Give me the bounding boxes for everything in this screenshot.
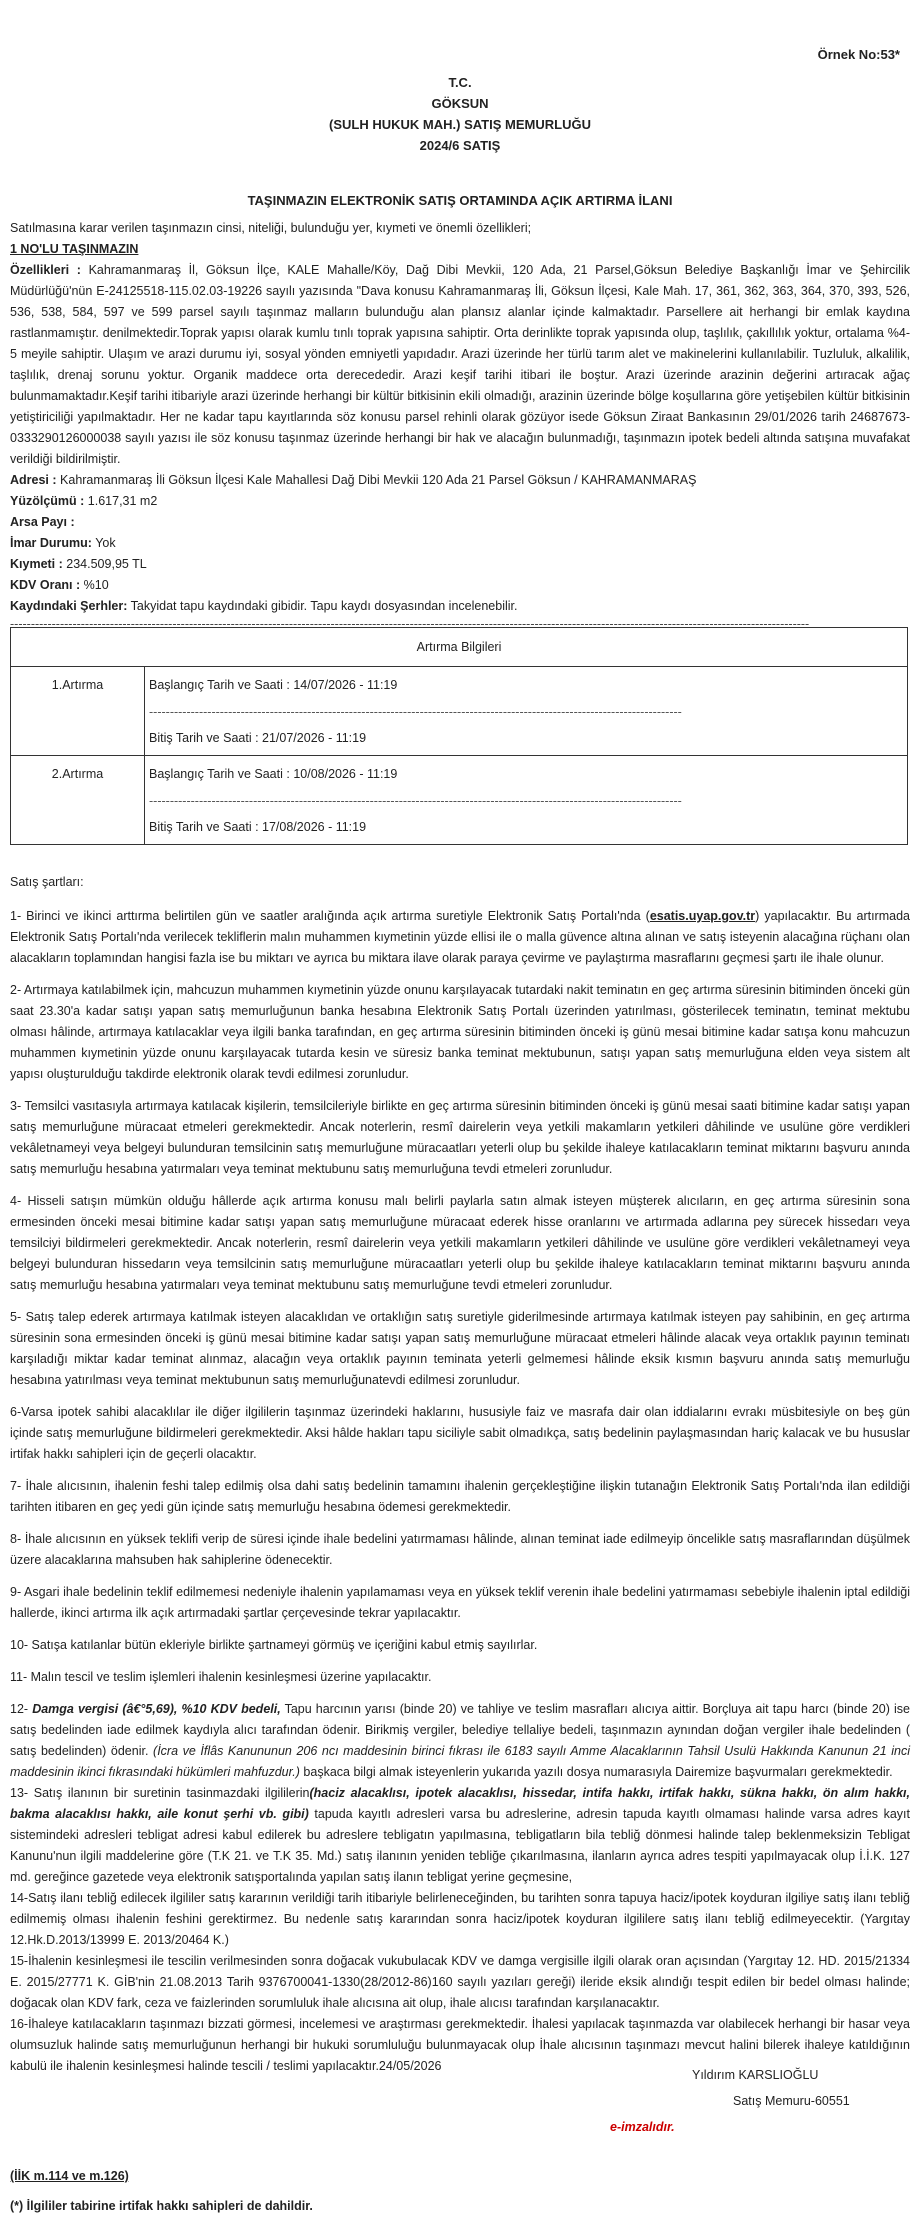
condition-15: 15-İhalenin kesinleşmesi ile tescilin verilmesinden sonra doğacak vukubulacak KDV ve damga vergisille ilgili olarak oran açısından (Yargıtay 12. HD. 2015/21334 E. 2015/27771 K. GİB'nin 21.08.2013 Tarih 9376700041-1330(28/2012-86)160 sayılı yazıları gereği) ileride eksik alındığı tespit edilen bir bedel olması halinde; doğacak olan KDV fark, ceza ve faizlerinden sorumluluk ihale alıcısına ait olup, ihale alıcısı tarafından karşılanacaktır. — [10, 1954, 910, 2010]
divider-dashes: ------------------------------------------------------------------------------------------------------------------------------------------------------------------------------------------------ — [10, 617, 810, 631]
restrictions-label: Kaydındaki Şerhler: — [10, 599, 128, 613]
condition-10: 10- Satışa katılanlar bütün ekleriyle birlikte şartnameyi görmüş ve içeriğini kabul etmiş sayılırlar. — [10, 1638, 538, 1652]
announcement-title: TAŞINMAZIN ELEKTRONİK SATIŞ ORTAMINDA AÇIK ARTIRMA İLANI — [247, 193, 673, 208]
auction-end — [149, 728, 903, 749]
zoning-value: Yok — [95, 536, 116, 550]
auction-end-label: Bitiş Tarih ve Saati : — [149, 731, 259, 745]
auction-start — [149, 675, 903, 696]
vat-value: %10 — [83, 578, 109, 592]
property-details — [10, 218, 910, 631]
auction-row — [11, 667, 908, 756]
condition-7: 7- İhale alıcısının, ihalenin feshi talep edilmiş olsa dahi satış bedelinin tamamını ihalenin gerçekleştiğine ilişkin tutanağın Elektronik Satış Portalı'nda ilan edildiği tarihten itibaren en geç yedi gün içinde satış memurluğu hesabına ödemesi gerekmektedir. — [10, 1479, 910, 1514]
auction-row — [11, 756, 908, 845]
address-value: Kahramanmaraş İli Göksun İlçesi Kale Mahallesi Dağ Dibi Mevkii 120 Ada 21 Parsel Göksun / KAHRAMANMARAŞ — [60, 473, 697, 487]
auction-table — [10, 627, 908, 845]
condition-2: 2- Artırmaya katılabilmek için, mahcuzun muhammen kıymetinin yüzde onunu karşılayacak tutardaki nakit teminatın en geç artırma süresinin bitiminden önceki gün saat 23.30'a kadar satışı yapan satış memurluğunun banka hesabına Elektronik Satış Portalı üzerinden yatırılması, gösterilecek teminatın, teminat mektubu olması hâlinde, artırmaya katılacaklar veya ilgili banka tarafından, en geç artırma süresinin bitiminden önceki iş günü mesai bitimine kadar satışa konu mahcuzun muhammen kıymetinin yüzde onunu karşılayacak tutarda kesin ve süresiz banka teminat mektubunun, satışı yapan satış memurluğuna elden veya sistem alt yapısı oluşturulduğu takdirde elektronik olarak tevdi edilmesi zorunludur. — [10, 983, 910, 1081]
features-label: Özellikleri : — [10, 263, 81, 277]
auction-start-label: Başlangıç Tarih ve Saati : — [149, 767, 290, 781]
header-line-city: GÖKSUN — [431, 96, 489, 111]
auction-round-label: 2.Artırma — [11, 756, 145, 845]
auction-start-value: 14/07/2026 - 11:19 — [293, 678, 398, 692]
auction-end-label: Bitiş Tarih ve Saati : — [149, 820, 259, 834]
signer-name: Yıldırım KARSLIOĞLU — [692, 2068, 819, 2082]
auction-end — [149, 817, 903, 838]
e-signature-note: e-imzalıdır. — [610, 2120, 675, 2134]
footnote-interested-parties: (*) İlgililer tabirine irtifak hakkı sahipleri de dahildir. — [10, 2199, 313, 2213]
intro-text: Satılmasına karar verilen taşınmazın cinsi, niteliği, bulunduğu yer, kıymeti ve önemli özellikleri; — [10, 221, 532, 235]
footnote-law-ref: (İİK m.114 ve m.126) — [10, 2169, 129, 2183]
condition-4: 4- Hisseli satışın mümkün olduğu hâllerde açık artırma konusu malı belirli paylarla satın almak isteyen müşterek alıcıların, en geç artırma süresinin sona ermesinden önceki mesai bitimine kadar satışı yapan satış memurluğune müracaat ederek hisse oranlarını ve artırmada adlarına pey sürecek hissedarı veya temsilciyi bildirmeleri gerekmektedir. Ancak noterlerin, resmî dairelerin veya yetkili makamların yetkileri dâhilinde ve usulüne göre verdikleri vekâletnameyi veya belgeyi bulunduran hissedarın veya temsilcinin satış memurluğune müracaatları yeterli olup bu şekilde ihaleye katılacakların teminat miktarını başvuru anında satış memurluğu hesabına yatırmaları veya teminat mektubunu satış memurluğune tevdi etmeleri zorunludur. — [10, 1194, 910, 1292]
auction-round-label: 1.Artırma — [11, 667, 145, 756]
vat-label: KDV Oranı : — [10, 578, 81, 592]
area-row — [10, 491, 910, 512]
share-row — [10, 512, 910, 533]
auction-separator: -------------------------------------------------------------------------------------------------------------------------------- — [149, 705, 682, 719]
condition-6: 6-Varsa ipotek sahibi alacaklılar ile diğer ilgililerin taşınmaz üzerindeki haklarını, hususiyle faiz ve masrafa dair olan iddialarını evrakı müsbitesiyle on beş gün içinde satış memurluğune bildirmeleri gerekmektedir. Aksi hâlde hakları tapu siciliyle sabit olmadıkça, satış bedelinin paylaşmasından hariç kalacak ve bu hususlar irtifak hakkı sahipleri için de geçerli olacaktır. — [10, 1405, 910, 1461]
features-paragraph — [10, 260, 910, 470]
sample-number: Örnek No:53* — [817, 47, 900, 62]
property-heading: 1 NO'LU TAŞINMAZIN — [10, 242, 139, 256]
auction-table-heading: Artırma Bilgileri — [11, 628, 908, 667]
features-text: Kahramanmaraş İl, Göksun İlçe, KALE Mahalle/Köy, Dağ Dibi Mevkii, 120 Ada, 21 Parsel,Göksun Belediye Başkanlığı İmar ve Şehircilik Müdürlüğü'nün E-24125518-115.02.03-19226 sayılı yazısında "Dava konusu Kahramanmaraş İli, Göksun İlçesi, Kale Mah. 17, 361, 362, 363, 364, 370, 393, 526, 536, 538, 584, 597 ve 599 parsel sayılı taşınmaz malların bulunduğu alan plansız alanlar içinde kalmaktadır. Parsellere ait herhangi bir emlak kaydına rastlanmamıştır. denilmektedir.Toprak yapısı olarak kumlu tınlı toprak yapısına sahiptir. Orta derinlikte toprak yapısında olup, taşlılık, çakıllılık yoktur, ortalama %4-5 meyile sahiptir. Ulaşım ve arazi durumu iyi, sosyal yönden emniyetli yapıdadır. Arazi üzerinde her türlü tarım alet ve makinelerini kullanılabilir. Tuzluluk, alkalilik, taşlılık, drenaj sorunu yoktur. Organik maddece orta derecededir. Arazi keşif tarihi itibari ile boştur. Arazi üzerinde arazinin değerini artıracak ağaç bulunmamaktadır.Keşif tarihi itibariyle arazi üzerinde herhangi bir kültür bitkisinin ekili olmadığı, arazinin üzerinde bölge koşullarına göre yetişebilen kültür bitkisinin yetiştiriciliği yapılmaktadır. Her ne kadar tapu kayıtlarında söz konusu parsel rehinli olarak gözüyor isede Göksun Ziraat Bankasının 29/01/2026 tarih 24687673-0333290126000038 sayılı yazısı ile söz konusu taşınmaz üzerinde herhangi bir hak ve alacağın bulunmadığı, taşınmazın ipotek bedeli altında satışına muvafakat verildiği bildirilmiştir. — [10, 263, 910, 466]
value-row — [10, 554, 910, 575]
condition-3: 3- Temsilci vasıtasıyla artırmaya katılacak kişilerin, temsilcileriyle birlikte en geç artırma süresinin bitiminden önceki iş günü mesai saati bitimine kadar satışı yapan satış memurluğune müracaat etmeleri gerekmektedir. Ancak noterlerin, resmî dairelerin veya yetkili makamların yetkileri dâhilinde ve usulüne göre verdikleri vekâletnameyi veya belgeyi bulunduran temsilcinin satış memurluğune müracaatları yeterli olup bu şekilde ihaleye katılacakların teminat miktarını başvuru anında satış memurluğu hesabına yatırmaları veya teminat mektubunu satış memurluğuna tevdi etmeleri zorunludur. — [10, 1099, 910, 1176]
conditions-heading: Satış şartları: — [10, 875, 84, 889]
value-label: Kıymeti : — [10, 557, 63, 571]
auction-start — [149, 764, 903, 785]
address-label: Adresi : — [10, 473, 57, 487]
auction-end-value: 17/08/2026 - 11:19 — [262, 820, 367, 834]
condition-5: 5- Satış talep ederek artırmaya katılmak isteyen alacaklıdan ve ortaklığın satış suretiyle giderilmesinde artırmaya katılmak isteyen pay sahibinin, en geç artırma süresinin sona ermesinden önceki iş günü mesai bitimine kadar satışı yapan satış memurluğune müracaat etmeleri hâlinde alacak veya ortaklık payının teminatı karşıladığı miktar kadar teminat alınmaz, alacağın veya ortaklık payının teminata yeterli gelmemesi hâlinde eksik kısmın başvuru anında satış memurluğu hesabına yatırılması veya teminat mektubunun satış memurluğunatevdi edilmesi zorunludur. — [10, 1310, 910, 1387]
address-row — [10, 470, 910, 491]
footnotes — [10, 2163, 910, 2219]
condition-13: 13- Satış ilanının bir suretinin tasinmazdaki ilgililerin(haciz alacaklısı, ipotek alacaklısı, hissedar, intifa hakkı, irtifak hakkı, sükna hakkı, ön alım hakkı, bakma alacaklısı hakkı, aile konut şerhi vb. gibi) tapuda kayıtlı adresleri varsa bu adreslerine, adresin tapuda kayıtlı olmaması halinde varsa adres kayıt sistemindeki adresleri tebligat adresi kabul edilerek bu adreslere tebligatın yapılmasına, tebligatların bila tebliğ dönmesi halinde talep beklenmeksizin Tebligat Kanunu'nun ilgili maddelerine göre (T.K 21. ve T.K 35. Md.) satış ilanının yeniden tebliğe çıkarılmasına, ilanların ayrıca adres tespiti yapılmayacak olup İ.İ.K. 127 md. gereğince gazetede veya elektronik satışportalında yapılan satış ilanın tebligat yerine geçmesine, — [10, 1786, 910, 1884]
sale-conditions — [10, 872, 910, 2077]
area-value: 1.617,31 m2 — [87, 494, 158, 508]
auction-separator: -------------------------------------------------------------------------------------------------------------------------------- — [149, 794, 682, 808]
esatis-link[interactable]: esatis.uyap.gov.tr — [649, 909, 756, 923]
area-label: Yüzölçümü : — [10, 494, 85, 508]
condition-14: 14-Satış ilanı tebliğ edilecek ilgililer satış kararının verildiği tarih itibariyle belirleneceğinden, bu tarihten sonra tapuya haciz/ipotek koyduran ilgiliye satış ilanı tebliğ edilmemiş olması ihalenin feshini gerektirmez. Bu nedenle satış kararından sonra haciz/ipotek koyduran ilgililere satış ilanı tebliğ edilmeyecektir. (Yargıtay 12.Hk.D.2013/13999 E. 2013/20464 K.) — [10, 1891, 910, 1947]
zoning-label: İmar Durumu: — [10, 536, 92, 550]
condition-1: 1- Birinci ve ikinci arttırma belirtilen gün ve saatler aralığında açık artırma suretiyle Elektronik Satış Portalı'nda (esatis.uyap.gov.tr) yapılacaktır. Bu artırmada Elektronik Satış Portalı'nda verilecek tekliflerin malın muhammen kıymetinin yüzde ellisi ile o malla güvence altına alınan ve satış isteyenin alacağına rüçhanı olan alacakların toplamından hangisi fazla ise bu miktarı ve ayrıca bu miktara ilave olarak paraya çevirme ve paylaştırma masraflarını geçmesi şartı ile ihale olunur. — [10, 909, 910, 965]
condition-11: 11- Malın tescil ve teslim işlemleri ihalenin kesinleşmesi üzerine yapılacaktır. — [10, 1670, 432, 1684]
signer-title: Satış Memuru-60551 — [733, 2094, 850, 2108]
header-line-office: (SULH HUKUK MAH.) SATIŞ MEMURLUĞU — [329, 117, 591, 132]
header-line-tc: T.C. — [448, 75, 472, 90]
document-header — [10, 72, 910, 156]
restrictions-value: Takyidat tapu kaydındaki gibidir. Tapu kaydı dosyasından incelenebilir. — [130, 599, 518, 613]
condition-9: 9- Asgari ihale bedelinin teklif edilmemesi nedeniyle ihalenin yapılamaması veya en yüksek teklif verenin ihale bedelini yatırmaması sebebiyle ihalenin iptal edildiği hallerde, ikinci artırma ilk açık artırmadaki şartlar çerçevesinde tekrar yapılacaktır. — [10, 1585, 910, 1620]
condition-8: 8- İhale alıcısının en yüksek teklifi verip de süresi içinde ihale bedelini yatırmaması hâlinde, alınan teminat iade edilmeyip öncelikle satış masraflarından düşülmek üzere alacaklarına mahsuben hak sahiplerine ödenecektir. — [10, 1532, 910, 1567]
condition-16: 16-İhaleye katılacakların taşınmazı bizzati görmesi, incelemesi ve araştırması gerekmektedir. İhalesi yapılacak taşınmazda var olabilecek herhangi bir hasar veya olumsuzluk halinde satış memurluğunun herhangi bir hukuki sorumluluğu bulunmayacak olup İhale alıcısının taşınmazı mevcut halini bilerek ihaleye katıldığının kabulü ile ihalenin kesinleşmesi halinde tescili / teslimi yapılacaktır.24/05/2026 — [10, 2017, 910, 2073]
restrictions-row — [10, 596, 910, 617]
header-line-file: 2024/6 SATIŞ — [419, 138, 501, 153]
auction-start-label: Başlangıç Tarih ve Saati : — [149, 678, 290, 692]
auction-end-value: 21/07/2026 - 11:19 — [262, 731, 367, 745]
share-label: Arsa Payı : — [10, 515, 75, 529]
vat-row — [10, 575, 910, 596]
condition-12: 12- Damga vergisi (â€°5,69), %10 KDV bedeli, Tapu harcının yarısı (binde 20) ve tahliye ve teslim masrafları alıcıya aittir. Borçluya ait tapu harcı (binde 20) ise satış bedelinden iade edilmek kaydıyla alıcı tarafından ödenir. Birikmiş vergiler, belediye tellaliye bedeli, taşınmazın aynından doğan vergiler ihale bedelinden ( satış bedelinden) ödenir. (İcra ve İflâs Kanununun 206 ncı maddesinin birinci fıkrası ile 6183 sayılı Amme Alacaklarının Tahsil Usulü Hakkında Kanunun 21 inci maddesinin ikinci fıkrasındaki hükümleri mahfuzdur.) başkaca bilgi almak isteyenlerin yukarıda yazılı dosya numarasıyla Dairemize başvurmaları gerekmektedir. — [10, 1702, 910, 1779]
zoning-row — [10, 533, 910, 554]
auction-start-value: 10/08/2026 - 11:19 — [293, 767, 398, 781]
signature-block — [10, 2062, 910, 2140]
value-value: 234.509,95 TL — [66, 557, 147, 571]
